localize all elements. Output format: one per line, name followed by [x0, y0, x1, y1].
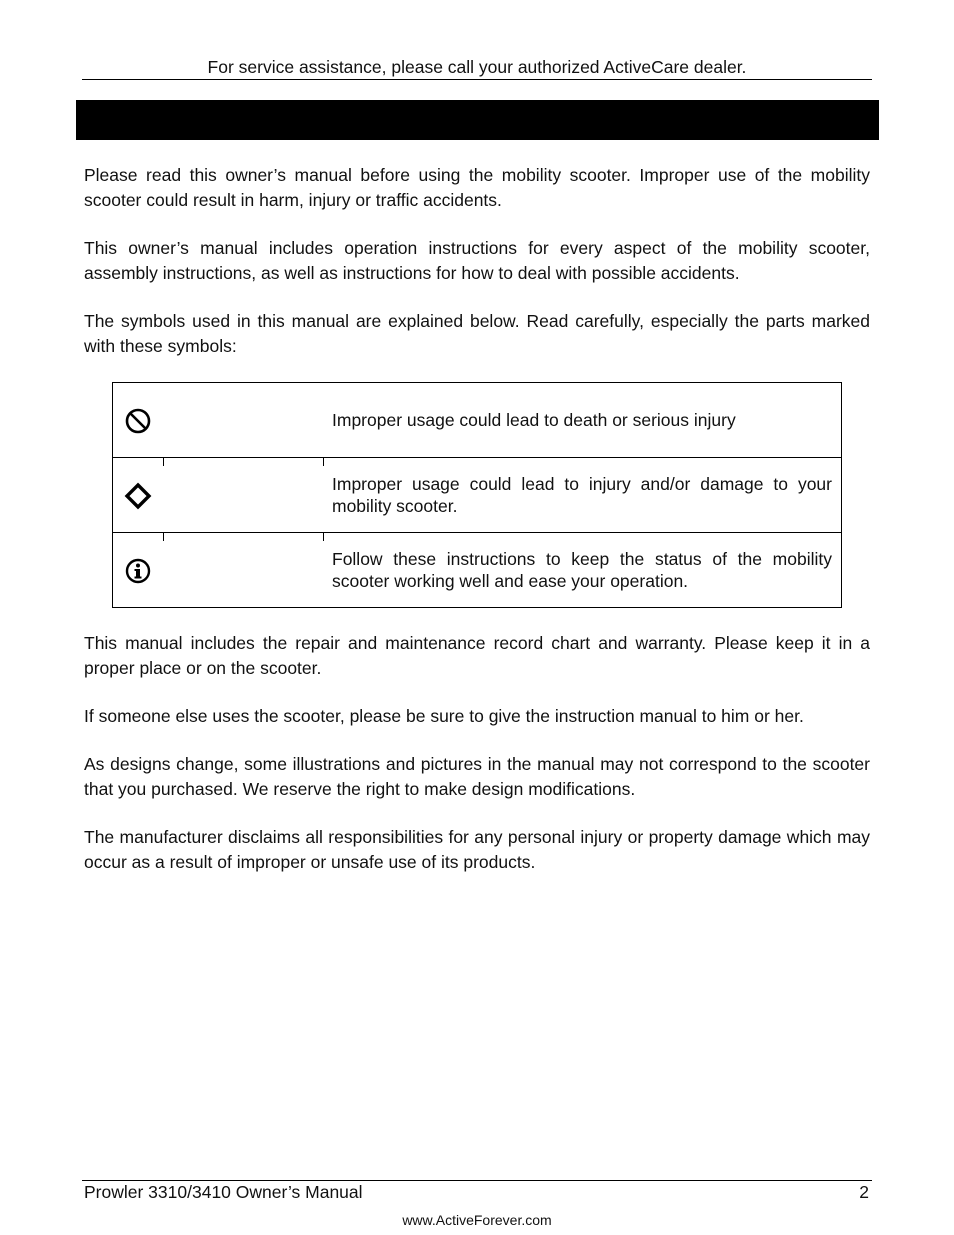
closing-paragraph-4: The manufacturer disclaims all responsibilities for any personal injury or property damage which may occur as a result of improper or unsafe use of its products.: [84, 827, 870, 872]
cell-tick-mark: [323, 533, 324, 541]
intro-paragraph-1: Please read this owner’s manual before using the mobility scooter. Improper use of the mobility scooter could result in harm, injury or traffic accidents.: [84, 165, 870, 210]
closing-paragraph-3: As designs change, some illustrations and pictures in the manual may not correspond to the scooter that you purchased. We reserve the right to make design modifications.: [84, 754, 870, 799]
symbol-row-danger: [113, 383, 841, 457]
intro-paragraph-2: This owner’s manual includes operation instructions for every aspect of the mobility scooter, assembly instructions, as well as instructions for how to deal with possible accidents.: [84, 238, 870, 283]
header-divider: [82, 79, 872, 80]
symbol-row-info: [113, 532, 841, 607]
diamond-warning-icon: [124, 482, 152, 510]
symbol-legend-table: [112, 382, 842, 608]
page-number: 2: [859, 1182, 869, 1202]
symbol-description: Improper usage could lead to death or serious injury: [332, 410, 736, 430]
cell-tick-mark: [163, 458, 164, 466]
symbol-row-warning: [113, 457, 841, 532]
closing-paragraph-2: If someone else uses the scooter, please be sure to give the instruction manual to him or her.: [84, 706, 804, 726]
info-icon: [124, 557, 152, 585]
prohibition-icon: [124, 407, 152, 435]
manual-title: Prowler 3310/3410 Owner’s Manual: [84, 1182, 363, 1202]
section-title-bar: [76, 100, 879, 140]
symbol-description: Follow these instructions to keep the status of the mobility scooter working well and ease your operation.: [332, 549, 832, 591]
service-note: For service assistance, please call your authorized ActiveCare dealer.: [207, 57, 747, 77]
website-url: www.ActiveForever.com: [402, 1212, 552, 1228]
symbol-description: Improper usage could lead to injury and/or damage to your mobility scooter.: [332, 474, 832, 516]
cell-tick-mark: [163, 533, 164, 541]
cell-tick-mark: [323, 458, 324, 466]
intro-paragraph-3: The symbols used in this manual are explained below. Read carefully, especially the parts marked with these symbols:: [84, 311, 870, 356]
closing-paragraph-1: This manual includes the repair and maintenance record chart and warranty. Please keep it in a proper place or on the scooter.: [84, 633, 870, 678]
footer-divider: [82, 1180, 872, 1181]
